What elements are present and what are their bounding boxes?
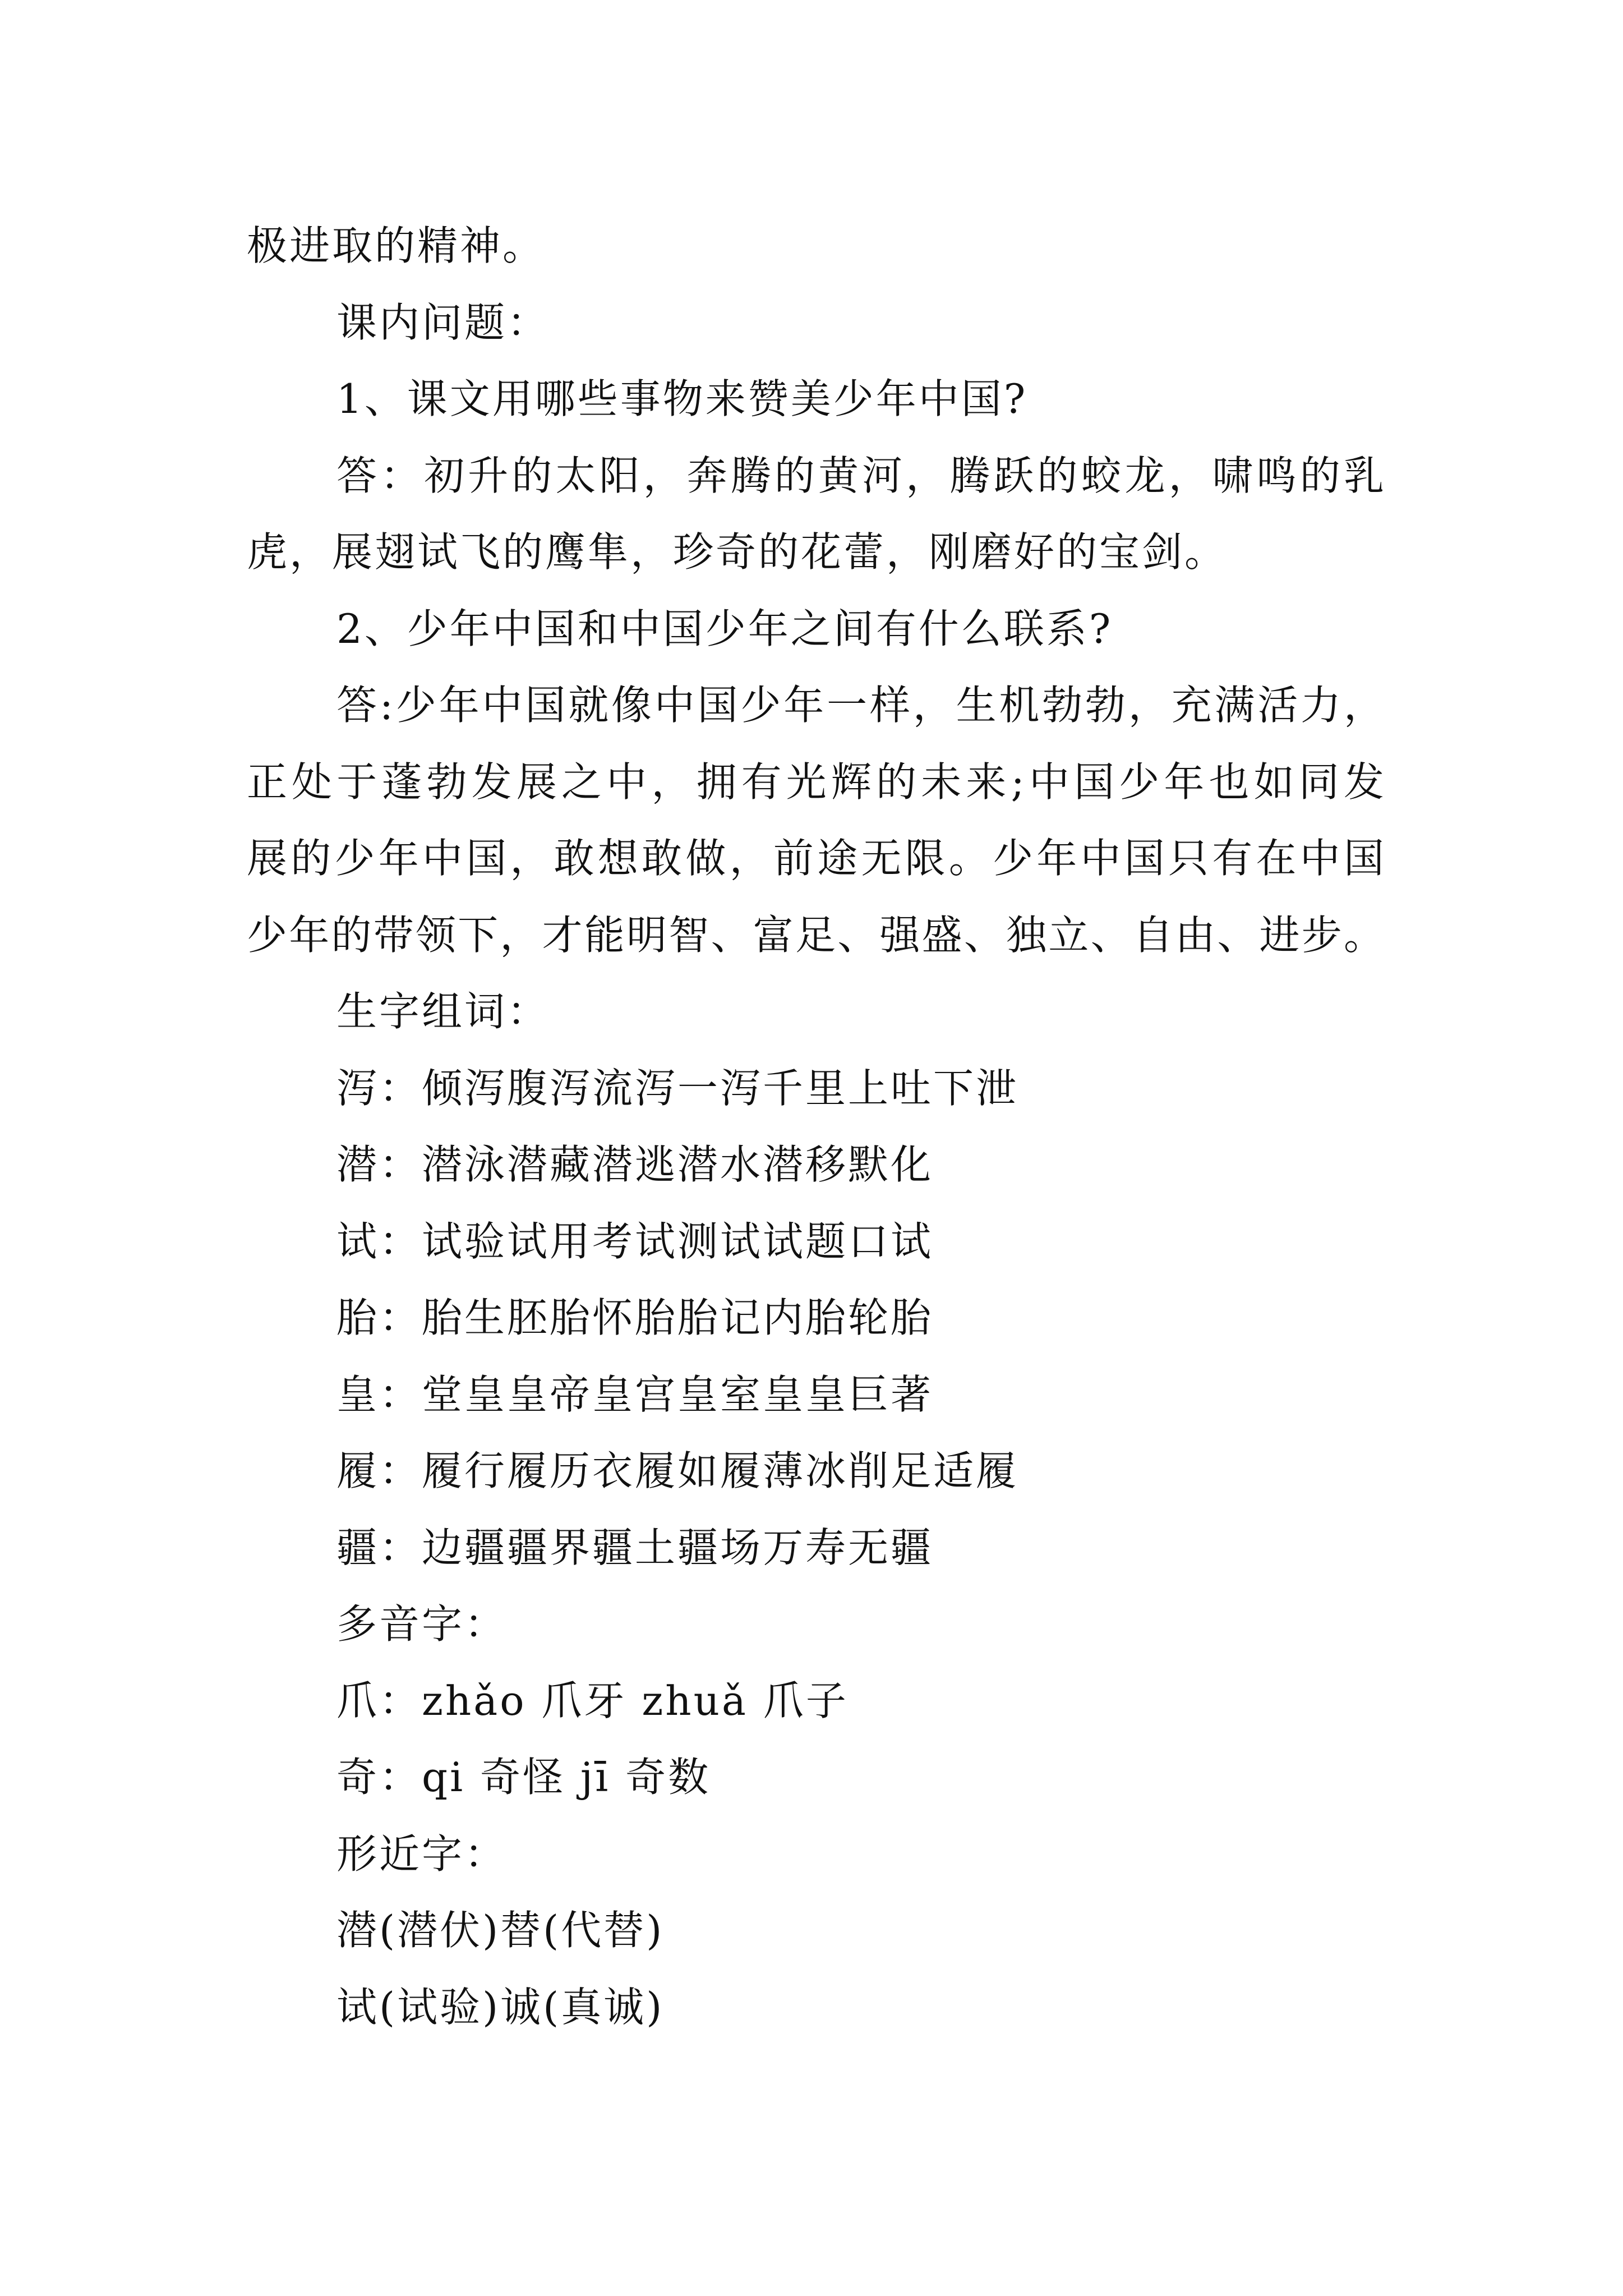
question-line: 1、课文用哪些事物来赞美少年中国? <box>336 375 1028 422</box>
word-group-line: 胎：胎生胚胎怀胎胎记内胎轮胎 <box>336 1294 934 1341</box>
text-line: 极进取的精神。 <box>247 222 546 269</box>
similar-char-line: 潜(潜伏)替(代替) <box>336 1907 665 1954</box>
word-group-line: 履：履行履历衣履如履薄冰削足适履 <box>336 1447 1019 1494</box>
question-line: 2、少年中国和中国少年之间有什么联系? <box>336 605 1113 652</box>
word-group-line: 疆：边疆疆界疆土疆场万寿无疆 <box>336 1524 934 1571</box>
answer-line: 正处于蓬勃发展之中，拥有光辉的未来;中国少年也如同发 <box>247 758 1385 806</box>
word-group-line: 潜：潜泳潜藏潜逃潜水潜移默化 <box>336 1141 934 1188</box>
word-group-line: 试：试验试用考试测试试题口试 <box>336 1217 934 1265</box>
answer-line: 展的少年中国，敢想敢做，前途无限。少年中国只有在中国 <box>247 835 1385 882</box>
document-page <box>247 208 1385 2045</box>
answer-line: 少年的带领下，才能明智、富足、强盛、独立、自由、进步。 <box>247 911 1385 959</box>
word-group-line: 皇：堂皇皇帝皇宫皇室皇皇巨著 <box>336 1370 934 1418</box>
polyphone-line: 奇：qi 奇怪 jī 奇数 <box>336 1754 711 1801</box>
section-heading: 多音字： <box>336 1600 508 1648</box>
section-heading: 生字组词： <box>336 988 550 1035</box>
answer-line: 虎，展翅试飞的鹰隼，珍奇的花蕾，刚磨好的宝剑。 <box>247 528 1228 576</box>
answer-line: 答:少年中国就像中国少年一样，生机勃勃，充满活力， <box>336 682 1385 729</box>
answer-line: 答：初升的太阳，奔腾的黄河，腾跃的蛟龙，啸鸣的乳 <box>336 452 1385 499</box>
section-heading: 课内问题： <box>336 298 550 346</box>
similar-char-line: 试(试验)诚(真诚) <box>336 1983 665 2031</box>
polyphone-line: 爪：zhǎo 爪牙 zhuǎ 爪子 <box>336 1677 849 1724</box>
section-heading: 形近字： <box>336 1830 508 1878</box>
word-group-line: 泻：倾泻腹泻流泻一泻千里上吐下泄 <box>336 1064 1019 1112</box>
